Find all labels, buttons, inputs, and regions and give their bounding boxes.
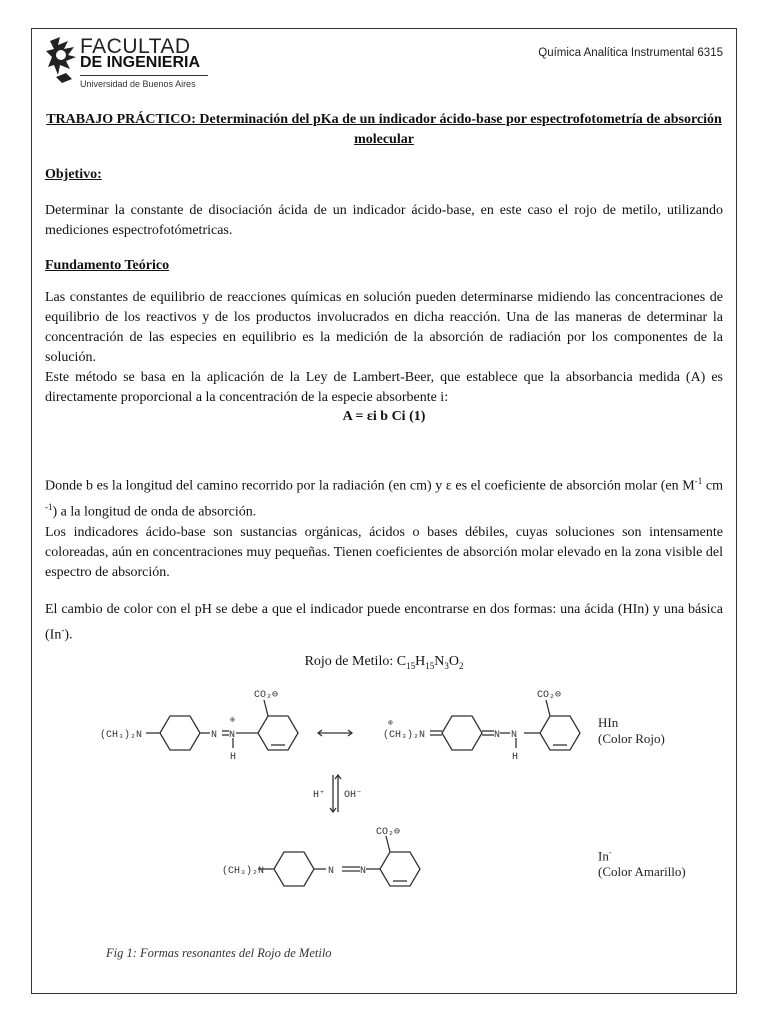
azo-n-label-1a: N: [211, 730, 218, 741]
in-name-sup: -: [608, 848, 612, 857]
logo-line2: DE INGENIERIA: [80, 54, 201, 71]
formula-sub-o: 2: [458, 660, 464, 671]
formula-label: Rojo de Metilo: C: [304, 654, 407, 669]
p5-sup: -: [61, 625, 65, 635]
dimethylamino-label-3: (CH₃)₂N: [222, 866, 265, 877]
carboxylate-label-1: CO₂⊖: [254, 690, 279, 701]
charge-label-1: ⊕: [230, 716, 235, 725]
p5-text-b: ).: [64, 627, 73, 643]
formula-o: O: [448, 654, 459, 669]
in-color: (Color Amarillo): [598, 864, 686, 880]
dimethylamino-label-2: (CH₃)₂N: [383, 730, 426, 741]
carboxylate-label-3: CO₂⊖: [376, 827, 401, 838]
logo-line1: FACULTAD: [80, 35, 191, 58]
p3-text-a: Donde b es la longitud del camino recorrido por la radiación (en cm) y ε es el coeficiente de absorción molar (en M: [45, 478, 695, 494]
azo-n-label-1b: N: [229, 730, 236, 741]
hin-label: [598, 715, 665, 747]
formula-h: H: [415, 654, 426, 669]
theory-paragraph-4: Los indicadores ácido-base son sustancias orgánicas, ácidos o bases débiles, cuyas soluciones son intensamente coloreadas, aún en concentraciones muy pequeñas. Tienen coeficientes de absorción molar elevado en la zona visible del espectro de absorción.: [45, 525, 723, 580]
objective-text: Determinar la constante de disociación ácida de un indicador ácido-base, en este caso el rojo de metilo, utilizando mediciones espectrofotómetricas.: [45, 203, 723, 238]
formula-sub-c: 15: [406, 660, 416, 671]
p3-sup-1: -1: [694, 476, 703, 486]
p3-sup-2: -1: [45, 501, 53, 512]
azo-n-label-3a: N: [328, 866, 335, 877]
document-title: TRABAJO PRÁCTICO: Determinación del pKa de un indicador ácido-base por espectrofotometría de absorción molecular: [46, 112, 722, 147]
hin-color: (Color Rojo): [598, 731, 665, 746]
p5-text-a: El cambio de color con el pH se debe a que el indicador puede encontrarse en dos formas: una ácida (HIn) y una básica (In: [45, 602, 723, 643]
h-label-2: H: [512, 752, 519, 763]
structure-resonance-1: [146, 700, 298, 750]
carboxylate-label-2: CO₂⊖: [537, 690, 562, 701]
resonance-arrow: [318, 730, 352, 736]
formula-sub-h: 15: [425, 660, 435, 671]
in-label: [598, 845, 686, 880]
azo-n-label-2a: N: [494, 730, 501, 741]
structure-resonance-2: [430, 700, 580, 750]
structure-basic-form: [258, 836, 420, 886]
logo-line3: Universidad de Buenos Aires: [80, 79, 196, 89]
theory-paragraph-1: Las constantes de equilibrio de reacciones químicas en solución pueden determinarse midiendo las concentraciones de equilibrio de los reactivos y de los productos involucrados en dicha reacción. Una de las maneras de determinar la concentración de las especies en equilibrio es la medición de la absorción de radiación por los componentes de la solución.: [45, 290, 723, 365]
charge-label-2: ⊕: [388, 719, 393, 728]
equilibrium-arrows: [330, 775, 341, 812]
theory-paragraph-2: Este método se basa en la aplicación de la Ley de Lambert-Beer, que establece que la absorbancia medida (A) es directamente proporcional a la concentración de la especie absorbente i:: [45, 370, 723, 405]
oh-minus-label: OH⁻: [344, 790, 363, 801]
in-name: [598, 845, 686, 864]
course-name: Química Analítica Instrumental 6315: [538, 47, 723, 59]
formula-sub-n: 3: [444, 660, 449, 671]
figure-caption: Fig 1: Formas resonantes del Rojo de Metilo: [106, 946, 332, 960]
azo-n-label-3b: N: [360, 866, 367, 877]
h-label-1: H: [230, 752, 237, 763]
p3-text-b: cm: [702, 478, 723, 494]
p3-text-c: ) a la longitud de onda de absorción.: [52, 504, 257, 520]
objective-heading: Objetivo:: [45, 167, 102, 182]
theory-heading: Fundamento Teórico: [45, 258, 170, 273]
hin-name: HIn: [598, 715, 619, 730]
dimethylamino-label-1: (CH₃)₂N: [100, 730, 143, 741]
in-name-text: In: [598, 848, 609, 864]
h-plus-label: H⁺: [313, 790, 326, 801]
azo-n-label-2b: N: [511, 730, 518, 741]
formula-n: N: [434, 654, 445, 669]
equation-text: A = εi b Ci (1): [342, 409, 426, 424]
